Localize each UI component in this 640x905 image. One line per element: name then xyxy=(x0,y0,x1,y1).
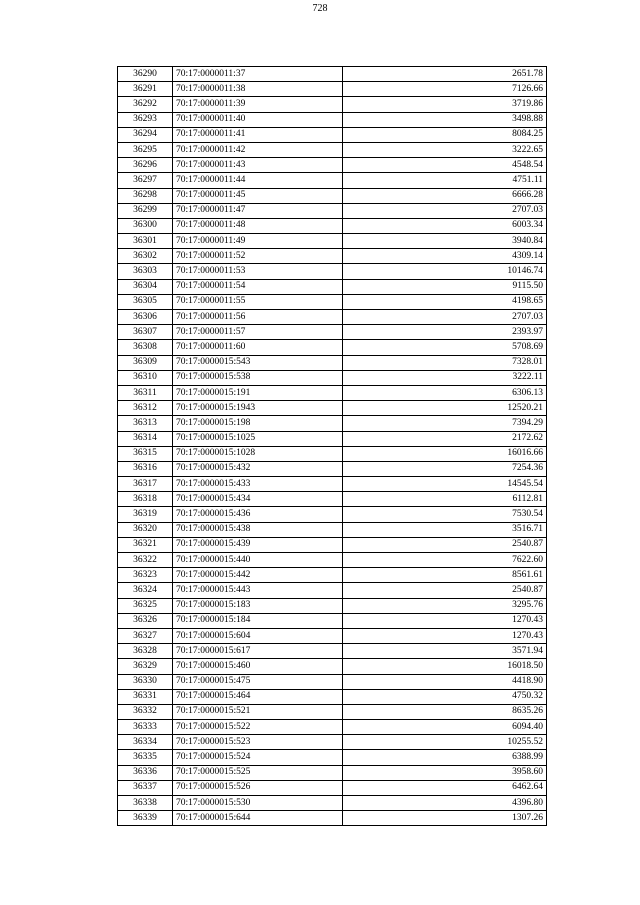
row-number-cell: 36324 xyxy=(118,583,173,598)
row-number-cell: 36293 xyxy=(118,112,173,127)
table-row xyxy=(118,537,547,552)
table-row xyxy=(118,325,547,340)
table-row xyxy=(118,188,547,203)
cadastral-number-cell: 70:17:0000011:55 xyxy=(173,294,343,309)
cadastral-value-cell: 3498.88 xyxy=(343,112,547,127)
row-number-cell: 36337 xyxy=(118,780,173,795)
cadastral-value-cell: 6666.28 xyxy=(343,188,547,203)
table-row xyxy=(118,780,547,795)
table-row xyxy=(118,674,547,689)
cadastral-value-cell: 8084.25 xyxy=(343,127,547,142)
table-row xyxy=(118,553,547,568)
cadastral-value-cell: 3571.94 xyxy=(343,644,547,659)
cadastral-value-cell: 16018.50 xyxy=(343,659,547,674)
cadastral-number-cell: 70:17:0000015:475 xyxy=(173,674,343,689)
table-row xyxy=(118,765,547,780)
cadastral-value-cell: 16016.66 xyxy=(343,446,547,461)
table-row xyxy=(118,720,547,735)
cadastral-value-cell: 6306.13 xyxy=(343,385,547,400)
row-number-cell: 36311 xyxy=(118,385,173,400)
table-row xyxy=(118,583,547,598)
cadastral-number-cell: 70:17:0000015:1025 xyxy=(173,431,343,446)
row-number-cell: 36323 xyxy=(118,568,173,583)
cadastral-number-cell: 70:17:0000011:48 xyxy=(173,218,343,233)
table-row xyxy=(118,659,547,674)
cadastral-value-cell: 3719.86 xyxy=(343,97,547,112)
table-row xyxy=(118,385,547,400)
row-number-cell: 36316 xyxy=(118,461,173,476)
cadastral-number-cell: 70:17:0000015:604 xyxy=(173,628,343,643)
table-row xyxy=(118,507,547,522)
cadastral-number-cell: 70:17:0000011:56 xyxy=(173,310,343,325)
cadastral-number-cell: 70:17:0000015:191 xyxy=(173,385,343,400)
row-number-cell: 36315 xyxy=(118,446,173,461)
cadastral-value-cell: 14545.54 xyxy=(343,477,547,492)
cadastral-number-cell: 70:17:0000015:530 xyxy=(173,796,343,811)
cadastral-number-cell: 70:17:0000015:434 xyxy=(173,492,343,507)
cadastral-number-cell: 70:17:0000015:525 xyxy=(173,765,343,780)
table-row xyxy=(118,750,547,765)
row-number-cell: 36312 xyxy=(118,401,173,416)
cadastral-number-cell: 70:17:0000011:47 xyxy=(173,203,343,218)
cadastral-value-cell: 10255.52 xyxy=(343,735,547,750)
cadastral-value-cell: 7530.54 xyxy=(343,507,547,522)
cadastral-value-cell: 5708.69 xyxy=(343,340,547,355)
row-number-cell: 36317 xyxy=(118,477,173,492)
cadastral-value-cell: 3516.71 xyxy=(343,522,547,537)
cadastral-number-cell: 70:17:0000015:460 xyxy=(173,659,343,674)
table-row xyxy=(118,522,547,537)
cadastral-number-cell: 70:17:0000015:523 xyxy=(173,735,343,750)
cadastral-number-cell: 70:17:0000015:433 xyxy=(173,477,343,492)
row-number-cell: 36339 xyxy=(118,811,173,826)
row-number-cell: 36320 xyxy=(118,522,173,537)
table-row xyxy=(118,173,547,188)
cadastral-value-cell: 4548.54 xyxy=(343,158,547,173)
table-row xyxy=(118,796,547,811)
cadastral-value-cell: 2540.87 xyxy=(343,583,547,598)
cadastral-number-cell: 70:17:0000015:522 xyxy=(173,720,343,735)
cadastral-value-cell: 6094.40 xyxy=(343,720,547,735)
table-row xyxy=(118,264,547,279)
cadastral-value-cell: 7254.36 xyxy=(343,461,547,476)
table-row xyxy=(118,446,547,461)
cadastral-value-cell: 6003.34 xyxy=(343,218,547,233)
row-number-cell: 36298 xyxy=(118,188,173,203)
cadastral-number-cell: 70:17:0000015:543 xyxy=(173,355,343,370)
cadastral-value-cell: 7622.60 xyxy=(343,553,547,568)
cadastral-value-cell: 4198.65 xyxy=(343,294,547,309)
cadastral-value-cell: 4750.32 xyxy=(343,689,547,704)
cadastral-value-cell: 4418.90 xyxy=(343,674,547,689)
cadastral-number-cell: 70:17:0000011:54 xyxy=(173,279,343,294)
row-number-cell: 36305 xyxy=(118,294,173,309)
table-row xyxy=(118,279,547,294)
row-number-cell: 36318 xyxy=(118,492,173,507)
table-row xyxy=(118,492,547,507)
cadastral-value-cell: 12520.21 xyxy=(343,401,547,416)
table-row xyxy=(118,735,547,750)
cadastral-number-cell: 70:17:0000011:43 xyxy=(173,158,343,173)
cadastral-value-table xyxy=(117,66,547,826)
table-body xyxy=(118,67,547,826)
row-number-cell: 36307 xyxy=(118,325,173,340)
row-number-cell: 36292 xyxy=(118,97,173,112)
table-row xyxy=(118,340,547,355)
cadastral-value-cell: 2540.87 xyxy=(343,537,547,552)
cadastral-value-cell: 6462.64 xyxy=(343,780,547,795)
table-row xyxy=(118,67,547,82)
table-row xyxy=(118,704,547,719)
cadastral-number-cell: 70:17:0000011:53 xyxy=(173,264,343,279)
cadastral-number-cell: 70:17:0000015:438 xyxy=(173,522,343,537)
table-row xyxy=(118,568,547,583)
table-row xyxy=(118,461,547,476)
cadastral-value-cell: 10146.74 xyxy=(343,264,547,279)
row-number-cell: 36326 xyxy=(118,613,173,628)
cadastral-value-cell: 7328.01 xyxy=(343,355,547,370)
cadastral-number-cell: 70:17:0000015:644 xyxy=(173,811,343,826)
row-number-cell: 36331 xyxy=(118,689,173,704)
cadastral-value-cell: 3940.84 xyxy=(343,234,547,249)
table-row xyxy=(118,628,547,643)
table-row xyxy=(118,97,547,112)
table-row xyxy=(118,203,547,218)
cadastral-value-cell: 3295.76 xyxy=(343,598,547,613)
cadastral-number-cell: 70:17:0000015:1028 xyxy=(173,446,343,461)
row-number-cell: 36301 xyxy=(118,234,173,249)
cadastral-number-cell: 70:17:0000011:37 xyxy=(173,67,343,82)
row-number-cell: 36334 xyxy=(118,735,173,750)
cadastral-value-cell: 1270.43 xyxy=(343,613,547,628)
table-row xyxy=(118,416,547,431)
row-number-cell: 36314 xyxy=(118,431,173,446)
cadastral-number-cell: 70:17:0000011:45 xyxy=(173,188,343,203)
row-number-cell: 36291 xyxy=(118,82,173,97)
cadastral-number-cell: 70:17:0000011:60 xyxy=(173,340,343,355)
row-number-cell: 36335 xyxy=(118,750,173,765)
table-row xyxy=(118,234,547,249)
table-row xyxy=(118,310,547,325)
row-number-cell: 36290 xyxy=(118,67,173,82)
row-number-cell: 36330 xyxy=(118,674,173,689)
cadastral-value-cell: 3222.65 xyxy=(343,142,547,157)
cadastral-value-cell: 2707.03 xyxy=(343,203,547,218)
cadastral-number-cell: 70:17:0000011:41 xyxy=(173,127,343,142)
table-row xyxy=(118,689,547,704)
cadastral-number-cell: 70:17:0000015:524 xyxy=(173,750,343,765)
cadastral-number-cell: 70:17:0000015:184 xyxy=(173,613,343,628)
table-row xyxy=(118,644,547,659)
row-number-cell: 36329 xyxy=(118,659,173,674)
cadastral-number-cell: 70:17:0000015:464 xyxy=(173,689,343,704)
table-row xyxy=(118,82,547,97)
cadastral-number-cell: 70:17:0000011:57 xyxy=(173,325,343,340)
table-row xyxy=(118,811,547,826)
table-row xyxy=(118,127,547,142)
cadastral-number-cell: 70:17:0000015:183 xyxy=(173,598,343,613)
table-row xyxy=(118,218,547,233)
row-number-cell: 36296 xyxy=(118,158,173,173)
cadastral-number-cell: 70:17:0000015:526 xyxy=(173,780,343,795)
row-number-cell: 36300 xyxy=(118,218,173,233)
cadastral-value-cell: 1307.26 xyxy=(343,811,547,826)
cadastral-number-cell: 70:17:0000015:538 xyxy=(173,370,343,385)
cadastral-value-cell: 2393.97 xyxy=(343,325,547,340)
cadastral-number-cell: 70:17:0000015:1943 xyxy=(173,401,343,416)
cadastral-value-cell: 8635.26 xyxy=(343,704,547,719)
table-row xyxy=(118,294,547,309)
cadastral-number-cell: 70:17:0000015:439 xyxy=(173,537,343,552)
cadastral-number-cell: 70:17:0000015:521 xyxy=(173,704,343,719)
cadastral-number-cell: 70:17:0000015:443 xyxy=(173,583,343,598)
cadastral-number-cell: 70:17:0000011:42 xyxy=(173,142,343,157)
row-number-cell: 36299 xyxy=(118,203,173,218)
table-row xyxy=(118,249,547,264)
table-row xyxy=(118,158,547,173)
cadastral-number-cell: 70:17:0000015:617 xyxy=(173,644,343,659)
row-number-cell: 36336 xyxy=(118,765,173,780)
row-number-cell: 36319 xyxy=(118,507,173,522)
table-row xyxy=(118,142,547,157)
cadastral-number-cell: 70:17:0000015:442 xyxy=(173,568,343,583)
cadastral-number-cell: 70:17:0000011:49 xyxy=(173,234,343,249)
cadastral-value-cell: 7394.29 xyxy=(343,416,547,431)
cadastral-number-cell: 70:17:0000011:52 xyxy=(173,249,343,264)
table-row xyxy=(118,370,547,385)
row-number-cell: 36321 xyxy=(118,537,173,552)
row-number-cell: 36295 xyxy=(118,142,173,157)
table-row xyxy=(118,401,547,416)
row-number-cell: 36303 xyxy=(118,264,173,279)
cadastral-value-cell: 6388.99 xyxy=(343,750,547,765)
cadastral-value-cell: 2651.78 xyxy=(343,67,547,82)
cadastral-value-cell: 3958.60 xyxy=(343,765,547,780)
row-number-cell: 36332 xyxy=(118,704,173,719)
cadastral-value-cell: 3222.11 xyxy=(343,370,547,385)
cadastral-value-cell: 1270.43 xyxy=(343,628,547,643)
cadastral-number-cell: 70:17:0000011:38 xyxy=(173,82,343,97)
cadastral-value-cell: 8561.61 xyxy=(343,568,547,583)
row-number-cell: 36328 xyxy=(118,644,173,659)
row-number-cell: 36338 xyxy=(118,796,173,811)
row-number-cell: 36327 xyxy=(118,628,173,643)
row-number-cell: 36310 xyxy=(118,370,173,385)
row-number-cell: 36309 xyxy=(118,355,173,370)
page-number: 728 xyxy=(312,3,328,14)
cadastral-value-cell: 4751.11 xyxy=(343,173,547,188)
table-row xyxy=(118,431,547,446)
row-number-cell: 36308 xyxy=(118,340,173,355)
row-number-cell: 36304 xyxy=(118,279,173,294)
cadastral-value-cell: 6112.81 xyxy=(343,492,547,507)
cadastral-number-cell: 70:17:0000015:436 xyxy=(173,507,343,522)
cadastral-value-cell: 7126.66 xyxy=(343,82,547,97)
row-number-cell: 36322 xyxy=(118,553,173,568)
cadastral-number-cell: 70:17:0000015:432 xyxy=(173,461,343,476)
cadastral-value-cell: 2172.62 xyxy=(343,431,547,446)
table-row xyxy=(118,355,547,370)
cadastral-value-cell: 9115.50 xyxy=(343,279,547,294)
cadastral-number-cell: 70:17:0000011:44 xyxy=(173,173,343,188)
table-row xyxy=(118,112,547,127)
cadastral-value-cell: 4309.14 xyxy=(343,249,547,264)
cadastral-number-cell: 70:17:0000011:39 xyxy=(173,97,343,112)
cadastral-number-cell: 70:17:0000011:40 xyxy=(173,112,343,127)
row-number-cell: 36333 xyxy=(118,720,173,735)
cadastral-value-cell: 2707.03 xyxy=(343,310,547,325)
row-number-cell: 36302 xyxy=(118,249,173,264)
cadastral-value-cell: 4396.80 xyxy=(343,796,547,811)
cadastral-number-cell: 70:17:0000015:440 xyxy=(173,553,343,568)
table-row xyxy=(118,613,547,628)
row-number-cell: 36306 xyxy=(118,310,173,325)
row-number-cell: 36294 xyxy=(118,127,173,142)
cadastral-number-cell: 70:17:0000015:198 xyxy=(173,416,343,431)
table-row xyxy=(118,477,547,492)
row-number-cell: 36297 xyxy=(118,173,173,188)
row-number-cell: 36325 xyxy=(118,598,173,613)
row-number-cell: 36313 xyxy=(118,416,173,431)
table-row xyxy=(118,598,547,613)
